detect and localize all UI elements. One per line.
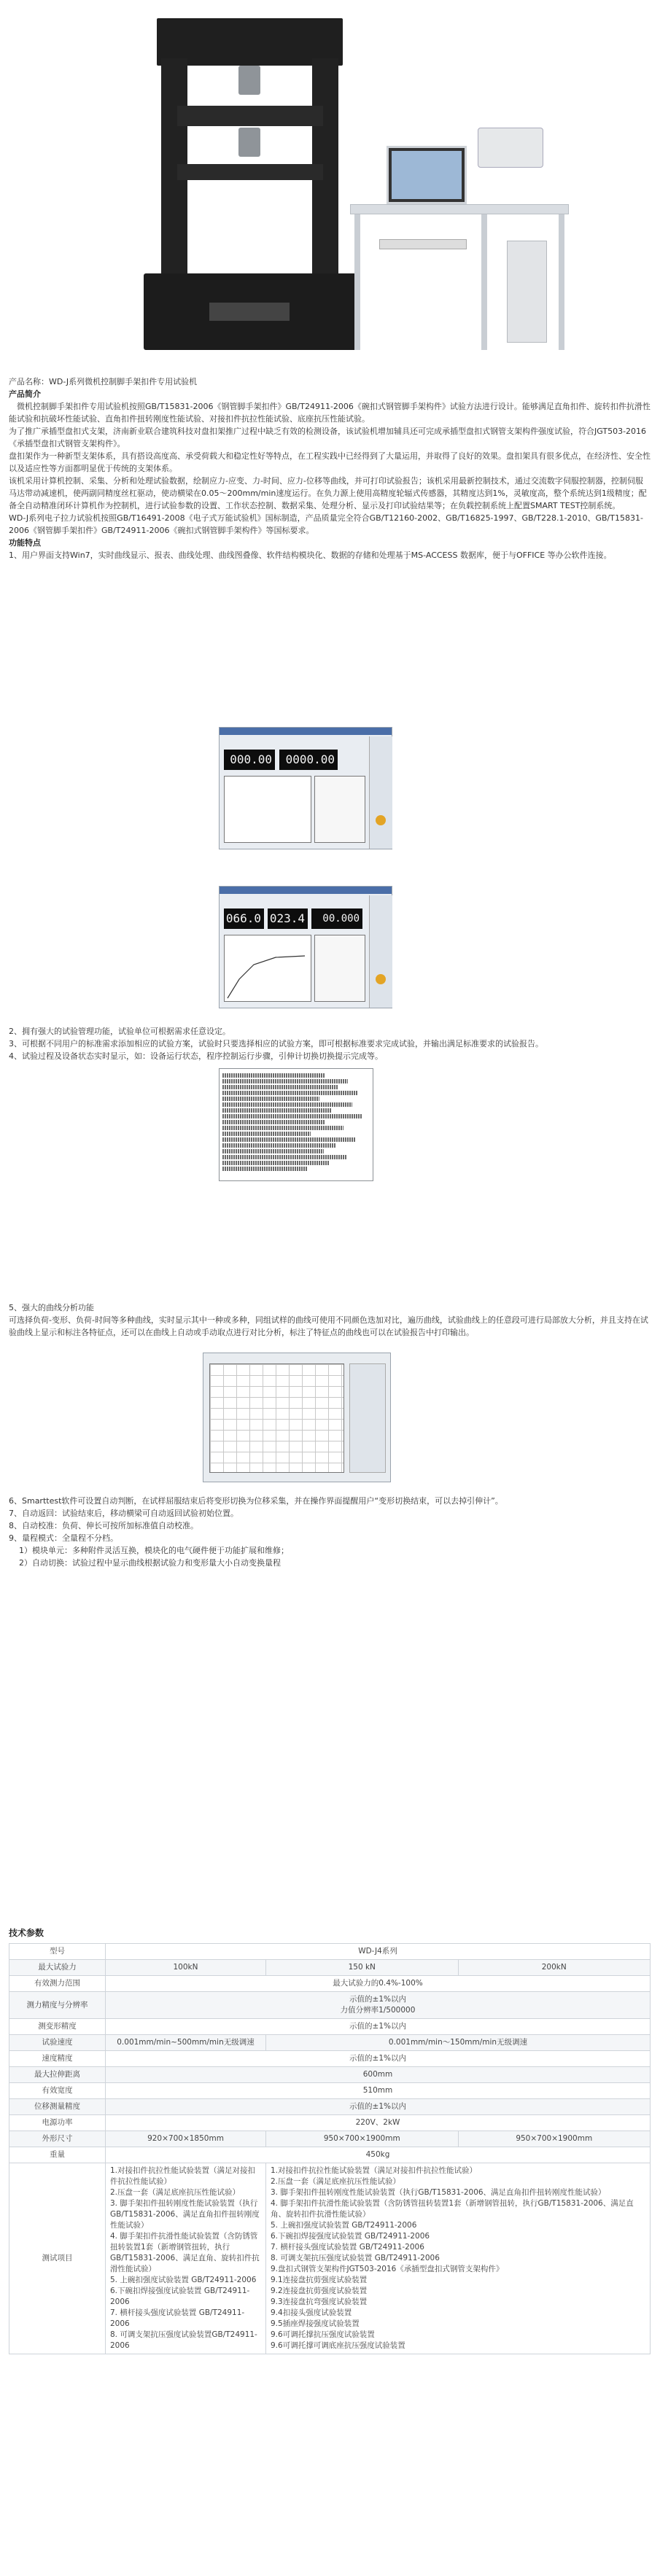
feature-list-2 [9,1025,651,1062]
spec-value-cell: 600mm [106,2067,651,2083]
load-curve [225,935,311,1001]
product-photo [0,0,660,368]
spec-row [9,2099,651,2115]
spec-key-cell: 测变形精度 [9,2019,106,2035]
spec-value-cell: 示值的±1%以内 力值分辨率1/500000 [106,1992,651,2019]
intro-paragraph: WD-J系列电子拉力试验机按照GB/T16491-2008《电子式万能试验机》国标制造，产品质量完全符合GB/T12160-2002、GB/T16825-1997、GB/T228.1-2010、GB/T15831-2006《钢管脚手架扣件》GB/T24911-2006《碗扣式钢管脚手架构件》等国标要求。 [9,513,643,535]
computer-desk-illustration [350,168,569,350]
spec-key-cell: 试验速度 [9,2035,106,2051]
spec-key-cell: 测试项目 [9,2163,106,2354]
displacement-display: 023.4 [268,908,308,929]
spec-value-cell: 510mm [106,2083,651,2099]
spec-key-cell: 有效测力范围 [9,1976,106,1992]
spec-key-cell: 位移测量精度 [9,2099,106,2115]
machine-base [144,273,357,350]
run-button-icon [376,974,386,984]
machine-upper-grip [238,66,260,95]
spec-value-cell: 示值的±1%以内 [106,2019,651,2035]
intro-paragraph: 该机采用计算机控制、采集、分析和处理试验数据，绘制应力-应变、力-时间、应力-位移等曲线，并可打印试验报告；该机采用最新控制技术，通过交流数字伺服控制器，控制伺服马达带动减速机，使两副同精度丝杠驱动，使动横梁在0.05～200mm/min速度运行。在负力源上使用高精度轮辐式传感器，其精度达到1%，灵敏度高，整个系统达到1级精度；配备全自动精准闭环计算机作为控制机，进行试验参数的设置、工作状态控制、数据采集、处理分析、显示及打印试验结果等；在负载控制系统上配置SMART TEST控制系统。 [9,476,647,510]
keyboard-illustration [379,239,467,249]
features-heading: 功能特点 [9,538,41,548]
feature-item: 6、Smarttest软件可设置自动判断，在试样屈服结束后将变形切换为位移采集，并在操作界面提醒用户“变形切换结束，可以去掉引伸计”。 [9,1496,503,1506]
curve-grid [209,1363,344,1473]
software-screenshot-main [219,727,392,849]
feature-item: 1、用户界面支持Win7，实时曲线显示、报表、曲线处理、曲线图叠像、软件结构模块化、数据的存储和处理基于MS-ACCESS 数据库，便于与OFFICE 等办公软件连接。 [9,550,612,560]
curve-analysis-screenshot [203,1353,391,1482]
spec-value-cell: 0.001mm/min~500mm/min无级调速 [106,2035,266,2051]
machine-control-panel [209,303,290,321]
product-description [9,375,651,561]
feature-5-section [9,1301,651,1339]
product-name: 产品名称：WD-J系列微机控制脚手架扣件专用试验机 [9,377,198,386]
pc-tower-illustration [507,241,547,343]
curve-graph [224,776,311,843]
feature-item: 3、可根据不同用户的标准需求添加相应的试验方案，试验时只要选择相应的试验方案，即可根据标准要求完成试验，并输出满足标准要求的试验报告。 [9,1039,543,1048]
desk-leg [481,214,487,350]
force-display: 000.00 [224,750,275,770]
spec-row [9,2019,651,2035]
spec-key-cell: 最大拉伸距离 [9,2067,106,2083]
spec-value-cell: 220V、2kW [106,2115,651,2131]
feature-list-3 [9,1495,651,1569]
window-titlebar [220,887,392,894]
spec-value-cell: 示值的±1%以内 [106,2051,651,2067]
machine-lower-grip [238,128,260,157]
desk-leg [354,214,360,350]
time-display: 00.000 [311,908,362,929]
feature-item: 9、量程模式：全量程不分档。 [9,1533,118,1543]
spec-row [9,2051,651,2067]
parameter-panel [314,776,365,843]
spec-row [9,2131,651,2147]
force-display: 066.0 [224,908,264,929]
spec-value-cell: 0.001mm/min～150mm/min无级调速 [266,2035,651,2051]
spec-row-test-items [9,2163,651,2354]
spec-row [9,1976,651,1992]
spec-key-cell: 型号 [9,1944,106,1960]
feature-item: 4、试验过程及设备状态实时显示，如：设备运行状态，程序控制运行步骤，引伸计切换切换提示完成等。 [9,1051,383,1061]
spec-value-cell: 950×700×1900mm [266,2131,459,2147]
spec-value-cell: 200kN [458,1960,651,1976]
spec-value-cell: 150 kN [266,1960,459,1976]
spec-value-cell: WD-J4系列 [106,1944,651,1960]
spec-value-cell: 示值的±1%以内 [106,2099,651,2115]
software-screenshot-curve [219,886,392,1008]
spec-key-cell: 最大试验力 [9,1960,106,1976]
spec-title: 技术参数 [9,1928,44,1938]
feature-item: 7、自动返回：试验结束后，移动横梁可自动返回试验初始位置。 [9,1509,238,1518]
spec-key-cell: 重量 [9,2147,106,2163]
spec-value-cell: 1.对接扣件抗拉性能试验装置（满足对接扣件抗拉性能试验） 2.压盘一套（满足底座抗压性能试验） 3. 脚手架扣件扭转刚度性能试验装置（执行GB/T15831-2006、满足直角扣件扭转刚度性能试验） 4. 脚手架扣件抗滑性能试验装置（含防锈管扭转装置1套（新增钢管扭转，执行GB/T15831-2006、满足直角、旋转扣件抗滑性能试验） 5. 上碗扣强度试验装置 GB/T24911-2006 6.下碗扣焊接强度试验装置 GB/T24911-2006 7. 横杆接头强度试验装置 GB/T24911-2006 8. 可调支架抗压强度试验装置GB/T24911-2006 [106,2163,266,2354]
control-sidebar [369,736,392,849]
test-method-list-screenshot [219,1068,373,1181]
machine-lower-beam [177,164,323,180]
curve-options-panel [349,1363,386,1473]
spec-value-cell: 920×700×1850mm [106,2131,266,2147]
spec-row [9,2147,651,2163]
spec-row [9,2115,651,2131]
spec-row [9,2083,651,2099]
displacement-display: 0000.00 [279,750,338,770]
spec-key-cell: 有效宽度 [9,2083,106,2099]
intro-paragraph: 为了推广承插型盘扣式支架，济南新业联合建筑科技对盘扣架推广过程中缺乏有效的检测设备，该试验机增加辅具还可完成承插型盘扣式钢管支架构件强度试验，符合JGT503-2016《承插型盘扣式钢管支架构件》。 [9,427,647,448]
machine-crosshead [177,106,323,126]
desk-leg [559,214,564,350]
spec-row [9,1960,651,1976]
printer-illustration [478,128,543,168]
feature-item: 2、拥有强大的试验管理功能，试验单位可根据需求任意设定。 [9,1027,230,1036]
feature-item: 8、自动校准：负荷、伸长可按所加标准值自动校准。 [9,1521,198,1530]
desk-top [350,204,569,214]
control-sidebar [369,895,392,1008]
parameter-panel [314,935,365,1002]
intro-paragraph: 盘扣架作为一种新型支架体系，具有搭设高度高、承受荷载大和稳定性好等特点，在工程实践中已经得到了大量运用，并取得了良好的效果。盘扣架具有很多优点，在经济性、安全性以及适应性等方面都明显优于传统的支架体系。 [9,451,651,473]
intro-heading: 产品简介 [9,389,41,399]
testing-machine-illustration [157,18,343,350]
feature-item-text: 可选择负荷-变形、负荷-时间等多种曲线，实时显示其中一种或多种，同组试样的曲线可使用不同颜色迭加对比，遍历曲线，试验曲线上的任意段可进行局部放大分析，并且支持在试验曲线上显示和标注各特征点，还可以在曲线上自动或手动取点进行对比分析，标注了特征点的曲线也可以在试验报告中打印输出。 [9,1315,648,1337]
spec-row [9,2035,651,2051]
spec-table [9,1943,651,2354]
spec-row [9,2067,651,2083]
intro-paragraph: 微机控制脚手架扣件专用试验机按照GB/T15831-2006《钢管脚手架扣件》GB/T24911-2006《碗扣式钢管脚手架构件》试验方法进行设计。能够满足直角扣件、旋转扣件抗滑性能试验和抗破坏性能试验、直角扣件扭转刚度性能试验、对接扣件抗拉性能试验、底座抗压性能试验。 [9,402,651,424]
spec-key-cell: 测力精度与分辨率 [9,1992,106,2019]
spec-value-cell: 950×700×1900mm [458,2131,651,2147]
run-button-icon [376,815,386,825]
window-titlebar [220,728,392,735]
spec-row [9,1944,651,1960]
spec-key-cell: 外形尺寸 [9,2131,106,2147]
feature-subitem: 2）自动切换：试验过程中显示曲线根据试验力和变形量大小自动变换量程 [19,1558,281,1568]
feature-item: 5、强大的曲线分析功能 [9,1303,94,1312]
spec-value-cell: 1.对接扣件抗拉性能试验装置（满足对接扣件抗拉性能试验） 2.压盘一套（满足底座抗压性能试验） 3. 脚手架扣件扭转刚度性能试验装置（执行GB/T15831-2006、满足直角扣件扭转刚度性能试验） 4. 脚手架扣件抗滑性能试验装置（含防锈管扭转装置1套（新增钢管扭转，执行GB/T15831-2006、满足直角、旋转扣件抗滑性能试验） 5. 上碗扣强度试验装置 GB/T24911-2006 6.下碗扣焊接强度试验装置 GB/T24911-2006 7. 横杆接头强度试验装置 GB/T24911-2006 8. 可调支架抗压强度试验装置 GB/T24911-2006 9.盘扣式钢管支架构件JGT503-2016《承插型盘扣式钢管支架构件》 9.1连接盘抗剪强度试验装置 9.2连接盘抗剪强度试验装置 9.3连接盘抗弯强度试验装置 9.4扣接头强度试验装置 9.5插座焊接强度试验装置 9.6可调托撑抗压强度试验装置 9.6可调托撑可调底座抗压强度试验装置 [266,2163,651,2354]
spec-value-cell: 450kg [106,2147,651,2163]
curve-graph [224,935,311,1002]
spec-key-cell: 电源功率 [9,2115,106,2131]
spec-row [9,1992,651,2019]
feature-subitem: 1）模块单元：多种附件灵活互换，模块化的电气硬件便于功能扩展和维修； [19,1546,289,1555]
monitor-illustration [387,146,467,204]
spec-value-cell: 100kN [106,1960,266,1976]
spec-value-cell: 最大试验力的0.4%-100% [106,1976,651,1992]
spec-key-cell: 速度精度 [9,2051,106,2067]
